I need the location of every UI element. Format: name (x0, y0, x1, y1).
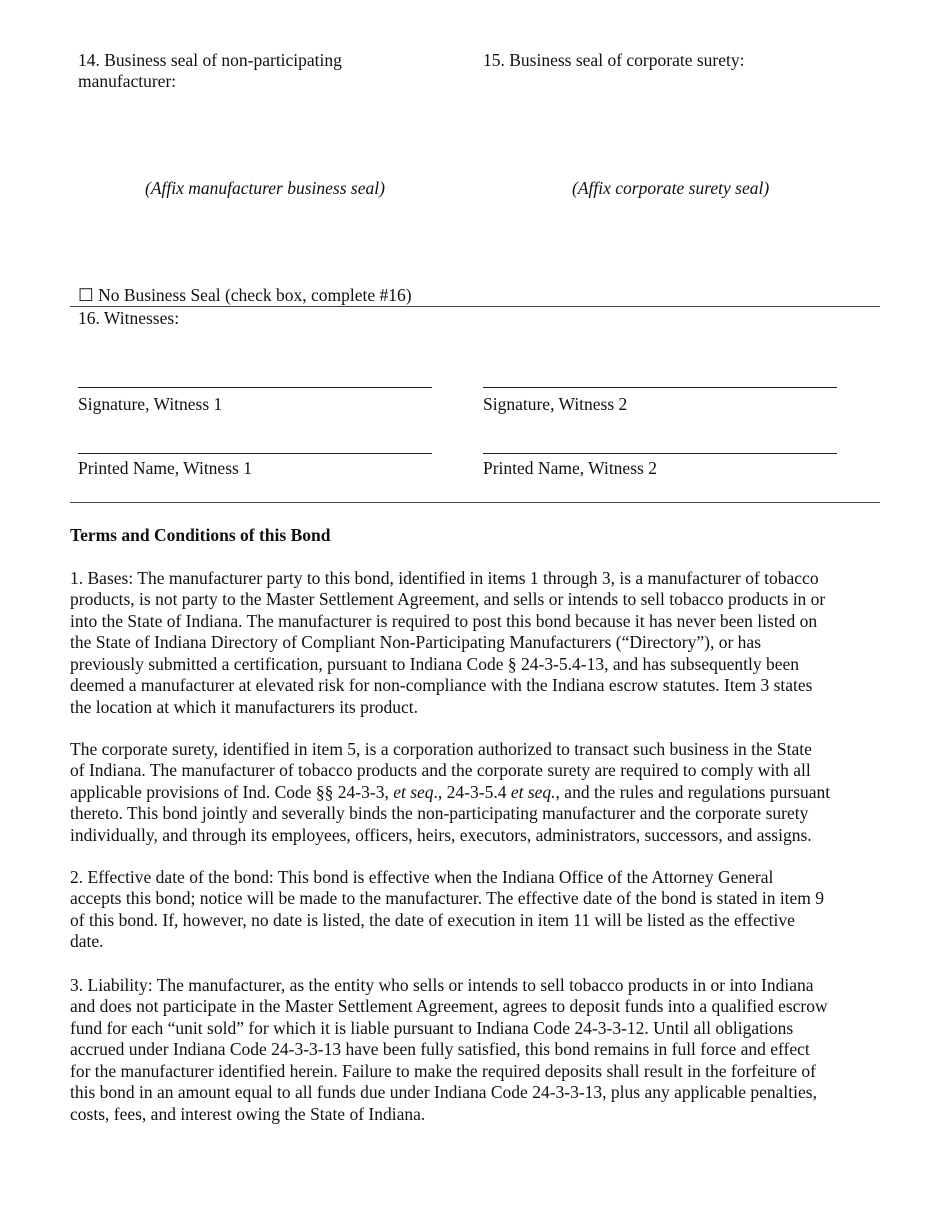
item-14-label-cont: manufacturer: (78, 71, 177, 91)
text-line: the State of Indiana Directory of Compliant Non-Participating Manufacturers (“Directory”), or has (70, 632, 762, 653)
text-line: for the manufacturer identified herein. Failure to make the required deposits shall result in the forfeiture of (70, 1060, 816, 1081)
text-line: 2. Effective date of the bond: This bond is effective when the Indiana Office of the Attorney General (70, 867, 774, 887)
text-line: of Indiana. The manufacturer of tobacco products and the corporate surety are required to comply with all (70, 760, 811, 781)
signature-witness-1-field[interactable] (78, 387, 432, 388)
italic-text: et seq (393, 781, 434, 802)
text-line: thereto. This bond jointly and severally binds the non-participating manufacturer and the corporate surety (70, 803, 809, 824)
printed-name-witness-2-field[interactable] (483, 453, 837, 454)
text-line: fund for each “unit sold” for which it is liable pursuant to Indiana Code 24-3-3-12. Until all obligations (70, 1017, 794, 1038)
text-line: into the State of Indiana. The manufacturer is required to post this bond because it has never been listed on (70, 610, 818, 631)
text: , and the rules and regulations pursuant (555, 781, 831, 802)
printed-name-witness-2-label: Printed Name, Witness 2 (483, 458, 657, 478)
divider (70, 306, 880, 307)
item-15-label: 15. Business seal of corporate surety: (483, 50, 745, 70)
signature-witness-2-label: Signature, Witness 2 (483, 394, 628, 414)
printed-name-witness-1-field[interactable] (78, 453, 432, 454)
text-line: 1. Bases: The manufacturer party to this bond, identified in items 1 through 3, is a manufacturer of tobacco (70, 568, 819, 588)
text: ., 24-3-5.4 (433, 781, 511, 802)
checkbox[interactable]: ☐ (78, 285, 94, 305)
text-line: deemed a manufacturer at elevated risk for non-compliance with the Indiana escrow statutes. Item 3 states (70, 675, 813, 696)
text-line: this bond in an amount equal to all funds due under Indiana Code 24-3-3-13, plus any applicable penalties, (70, 1082, 817, 1103)
text-line (70, 782, 830, 803)
terms-heading: Terms and Conditions of this Bond (70, 525, 331, 545)
item-14-label: 14. Business seal of non-participating (78, 50, 342, 70)
divider (70, 502, 880, 503)
text-line: accrued under Indiana Code 24-3-3-13 have been fully satisfied, this bond remains in full force and effect (70, 1039, 810, 1060)
no-seal-label: No Business Seal (check box, complete #16) (98, 285, 412, 305)
witnesses-heading: 16. Witnesses: (78, 308, 180, 328)
signature-witness-1-label: Signature, Witness 1 (78, 394, 223, 414)
text-line: of this bond. If, however, no date is listed, the date of execution in item 11 will be listed as the effective (70, 909, 795, 930)
text: applicable provisions of Ind. Code §§ 24-3-3, (70, 781, 394, 802)
terms-surety-paragraph (70, 739, 830, 846)
text-line: 3. Liability: The manufacturer, as the entity who sells or intends to sell tobacco products in or into Indiana (70, 975, 814, 995)
text-line: costs, fees, and interest owing the State of Indiana. (70, 1103, 426, 1124)
italic-text: et seq. (510, 781, 556, 802)
manufacturer-seal-area: (Affix manufacturer business seal) (145, 178, 385, 198)
signature-witness-2-field[interactable] (483, 387, 837, 388)
no-seal-option[interactable] (78, 285, 412, 306)
text-line: The corporate surety, identified in item 5, is a corporation authorized to transact such business in the State (70, 739, 812, 759)
text-line: the location at which it manufacturers its product. (70, 696, 418, 717)
text-line: products, is not party to the Master Settlement Agreement, and sells or intends to sell tobacco products in or (70, 589, 826, 610)
terms-liability-paragraph (70, 975, 828, 1125)
terms-bases-paragraph (70, 568, 825, 718)
terms-effective-date-paragraph (70, 867, 824, 953)
text-line: individually, and through its employees, officers, heirs, executors, administrators, successors, and assigns. (70, 824, 812, 845)
text-line: date. (70, 931, 104, 952)
text-line: previously submitted a certification, pursuant to Indiana Code § 24-3-5.4-13, and has subsequently been (70, 653, 799, 674)
surety-seal-area: (Affix corporate surety seal) (572, 178, 770, 198)
printed-name-witness-1-label: Printed Name, Witness 1 (78, 458, 252, 478)
text-line: accepts this bond; notice will be made to the manufacturer. The effective date of the bond is stated in item 9 (70, 888, 825, 909)
text-line: and does not participate in the Master Settlement Agreement, agrees to deposit funds into a qualified escrow (70, 996, 828, 1017)
